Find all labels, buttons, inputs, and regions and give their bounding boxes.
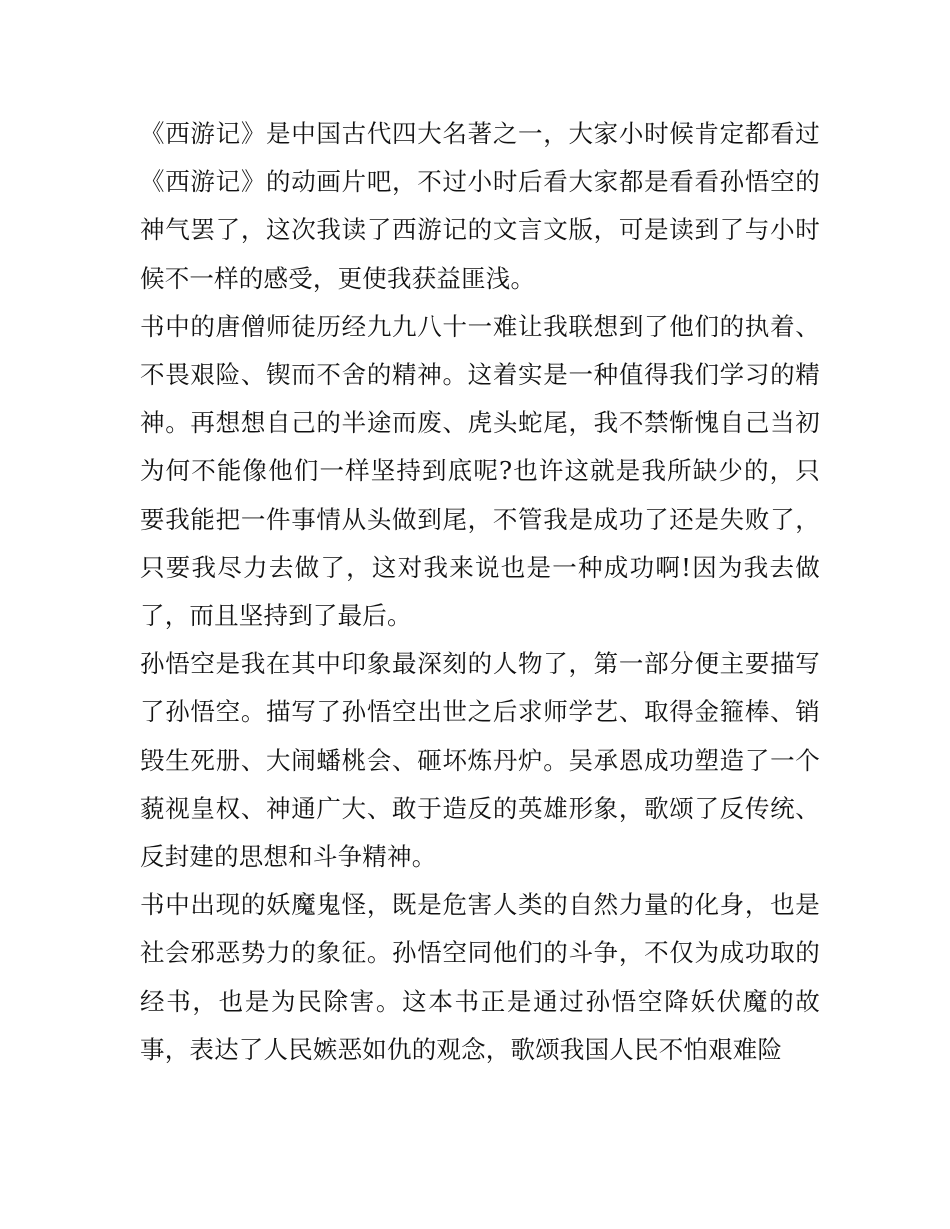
body-text (140, 110, 820, 1074)
paragraph-3: 孙悟空是我在其中印象最深刻的人物了，第一部分便主要描写了孙悟空。描写了孙悟空出世之后求师学艺、取得金箍棒、销毁生死册、大闹蟠桃会、砸坏炼丹炉。吴承恩成功塑造了一个藐视皇权、神通广大、敢于造反的英雄形象，歌颂了反传统、反封建的思想和斗争精神。 (140, 649, 820, 872)
paragraph-2: 书中的唐僧师徒历经九九八十一难让我联想到了他们的执着、不畏艰险、锲而不舍的精神。这着实是一种值得我们学习的精神。再想想自己的半途而废、虎头蛇尾，我不禁惭愧自己当初为何不能像他们一样坚持到底呢?也许这就是我所缺少的，只要我能把一件事情从头做到尾，不管我是成功了还是失败了，只要我尽力去做了，这对我来说也是一种成功啊!因为我去做了，而且坚持到了最后。 (140, 311, 820, 631)
paragraph-1: 《西游记》是中国古代四大名著之一，大家小时候肯定都看过《西游记》的动画片吧，不过小时后看大家都是看看孙悟空的神气罢了，这次我读了西游记的文言文版，可是读到了与小时候不一样的感受，更使我获益匪浅。 (140, 119, 820, 293)
paragraph-4: 书中出现的妖魔鬼怪，既是危害人类的自然力量的化身，也是社会邪恶势力的象征。孙悟空同他们的斗争，不仅为成功取的经书，也是为民除害。这本书正是通过孙悟空降妖伏魔的故事，表达了人民嫉恶如仇的观念，歌颂我国人民不怕艰难险 (140, 890, 820, 1064)
